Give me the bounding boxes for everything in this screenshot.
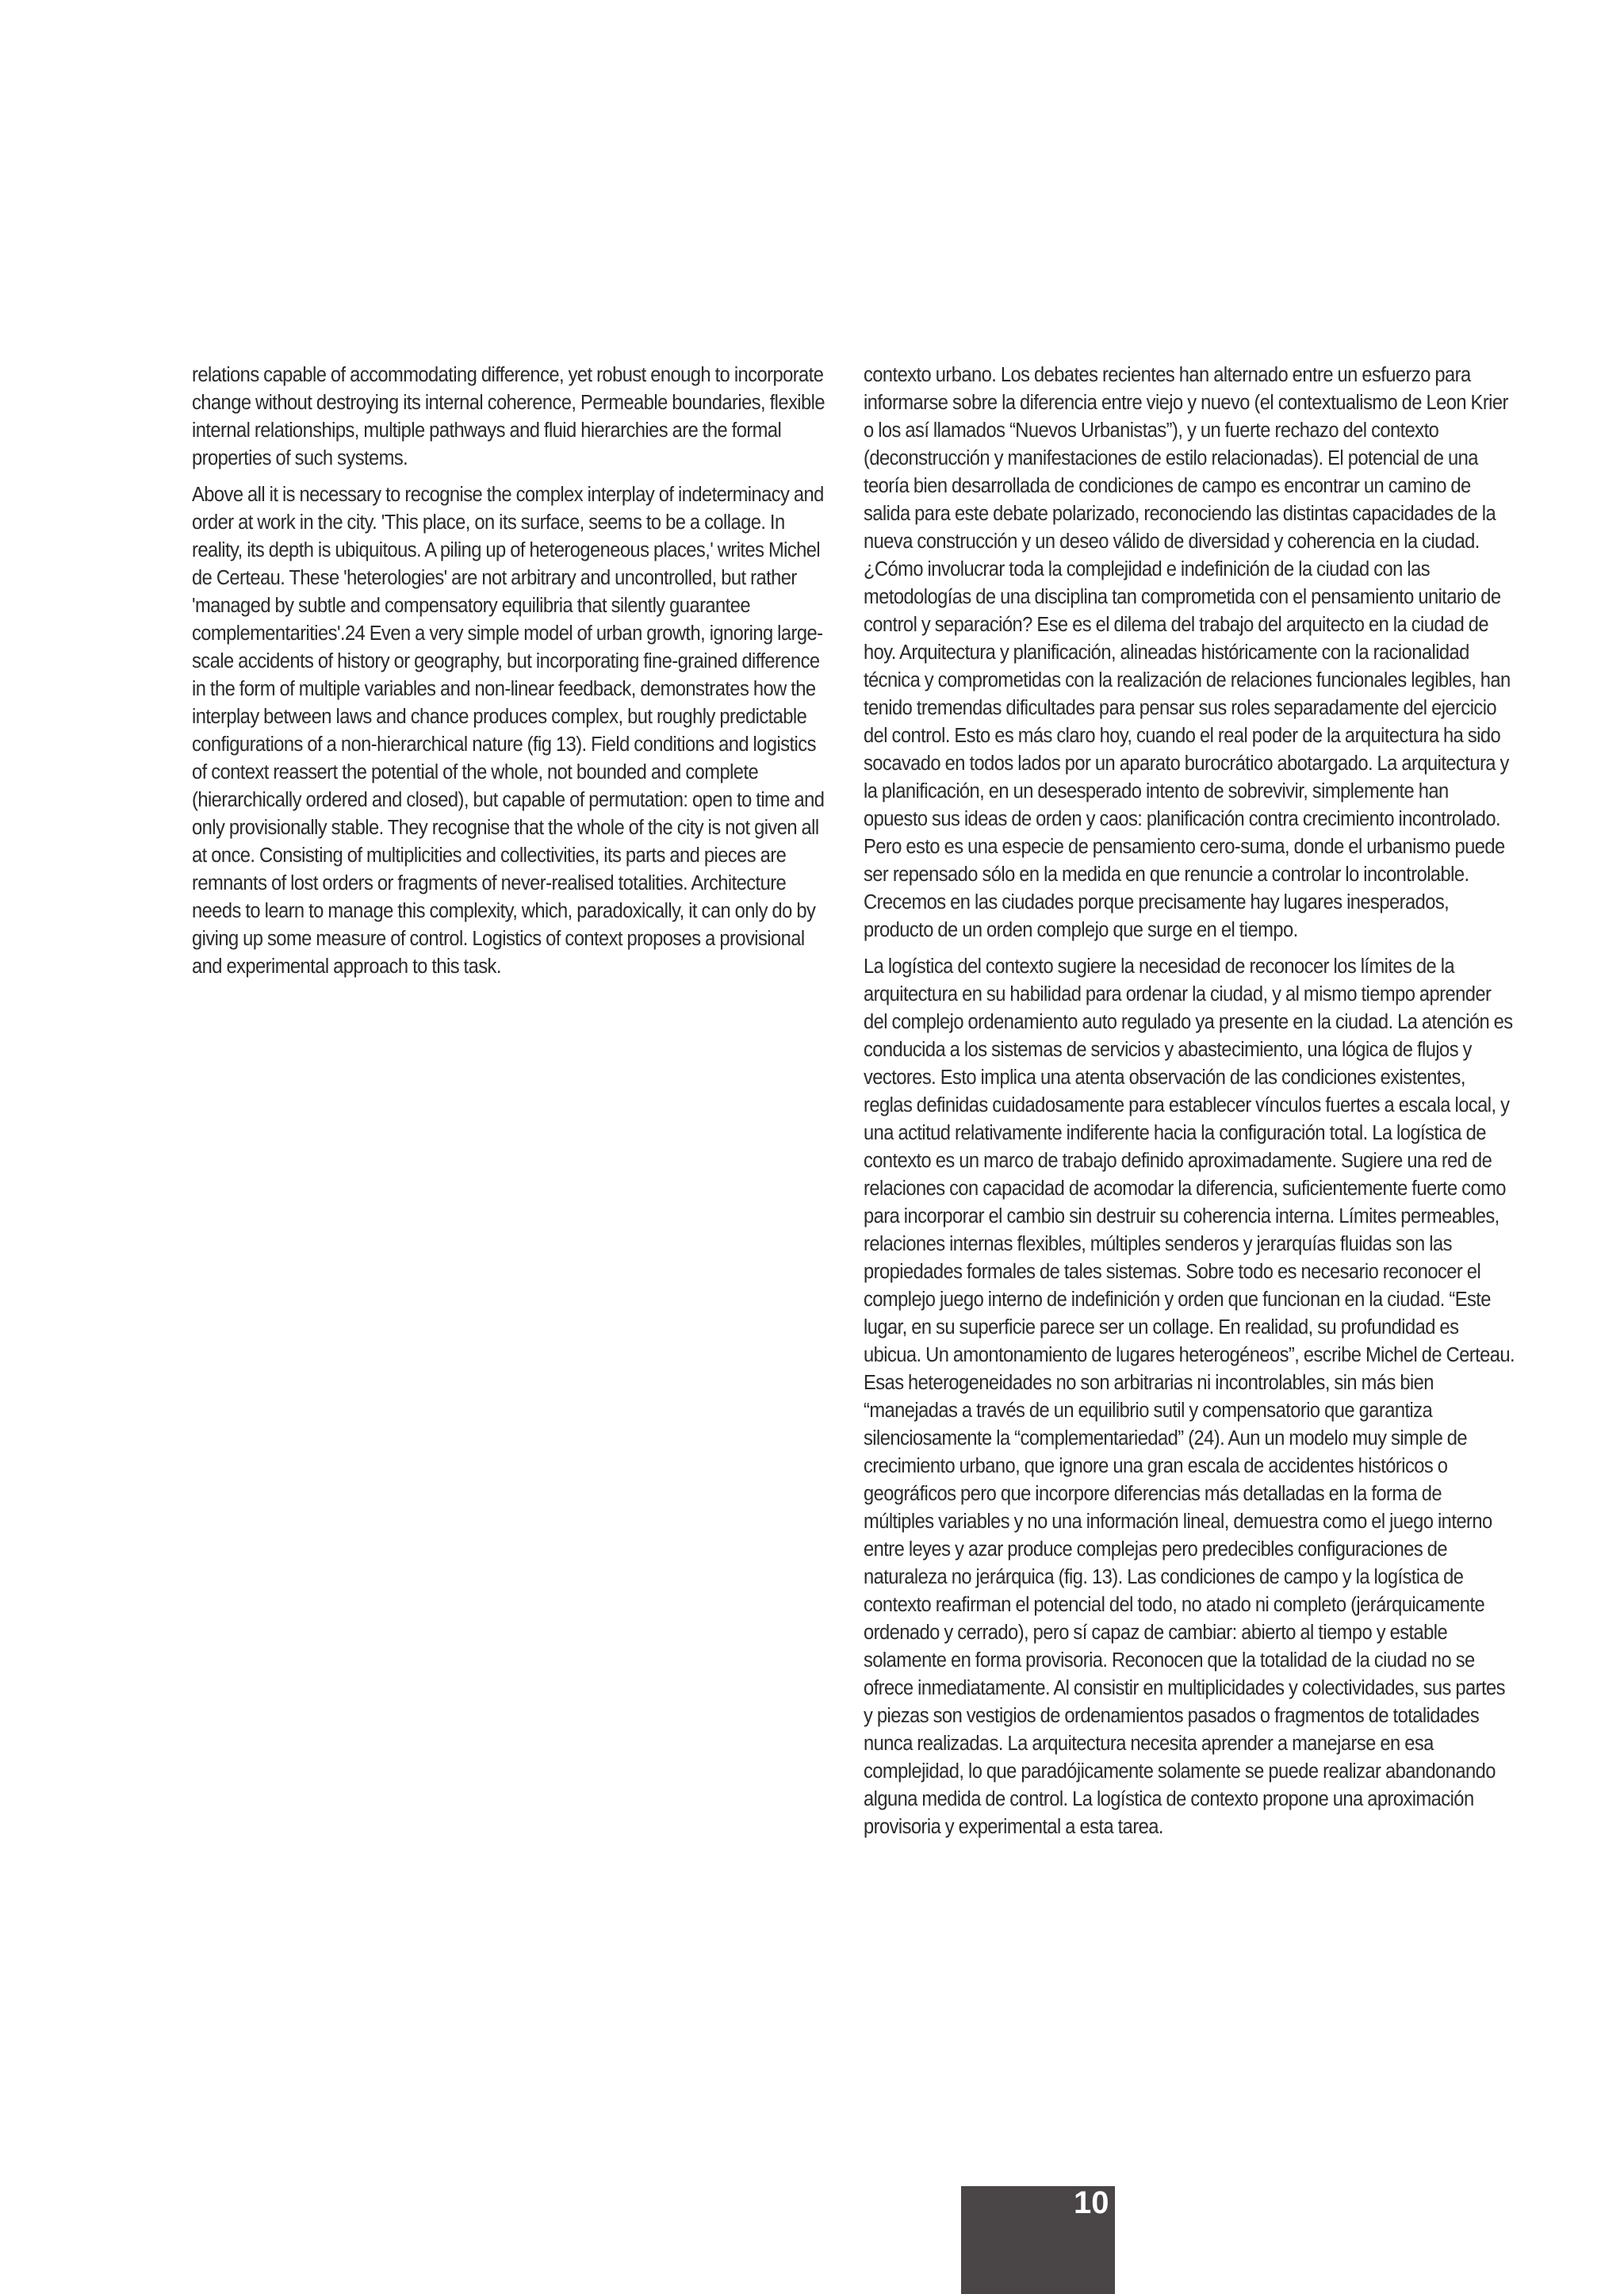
english-paragraph-1: relations capable of accommodating difference, yet robust enough to incorporate change without destroying its internal coherence, Permeable boundaries, flexible internal relationships, multiple pathways and fluid hierarchies are the formal properties of such systems. (192, 364, 825, 469)
spanish-paragraph-2: La logística del contexto sugiere la necesidad de reconocer los límites de la arquitectura en su habilidad para ordenar la ciudad, y al mismo tiempo aprender del complejo ordenamiento auto regulado ya presente en la ciudad. La atención es conducida a los sistemas de servicios y abastecimiento, una lógica de flujos y vectores. Esto implica una atenta observación de las condiciones existentes, reglas definidas cuidadosamente para establecer vínculos fuertes a escala local, y una actitud relativamente indiferente hacia la configuración total. La logística de contexto es un marco de trabajo definido aproximadamente. Sugiere una red de relaciones con capacidad de acomodar la diferencia, suficientemente fuerte como para incorporar el cambio sin destruir su coherencia interna. Límites permeables, relaciones internas flexibles, múltiples senderos y jerarquías fluidas son las propiedades formales de tales sistemas. Sobre todo es necesario reconocer el complejo juego interno de indefinición y orden que funcionan en la ciudad. “Este lugar, en su superficie parece ser un collage. En realidad, su profundidad es ubicua. Un amontonamiento de lugares heterogéneos”, escribe Michel de Certeau. Esas heterogeneidades no son arbitrarias ni incontrolables, sin más bien “manejadas a través de un equilibrio sutil y compensatorio que garantiza silenciosamente la “complementariedad” (24). Aun un modelo muy simple de crecimiento urbano, que ignore una gran escala de accidentes históricos o geográficos pero que incorpore diferencias más detalladas en la forma de múltiples variables y no una información lineal, demuestra como el juego interno entre leyes y azar produce complejas pero predecibles configuraciones de naturaleza no jerárquica (fig. 13). Las condiciones de campo y la logística de contexto reafirman el potencial del todo, no atado ni completo (jerárquicamente ordenado y cerrado), pero sí capaz de cambiar: abierto al tiempo y estable solamente en forma provisoria. Reconocen que la totalidad de la ciudad no se ofrece inmediatamente. Al consistir en multiplicidades y colectividades, sus partes y piezas son vestigios de ordenamientos pasados o fragmentos de totalidades nunca realizadas. La arquitectura necesita aprender a manejarse en esa complejidad, lo que paradójicamente solamente se puede realizar abandonando alguna medida de control. La logística de contexto propone una aproximación provisoria y experimental a esta tarea. (864, 956, 1515, 1838)
english-paragraph-2: Above all it is necessary to recognise the complex interplay of indeterminacy and order at work in the city. 'This place, on its surface, seems to be a collage. In reality, its depth is ubiquitous. A piling up of heterogeneous places,' writes Michel de Certeau. These 'heterologies' are not arbitrary and uncontrolled, but rather 'managed by subtle and compensatory equilibria that silently guarantee complementarities'.24 Even a very simple model of urban growth, ignoring large-scale accidents of history or geography, but incorporating fine-grained difference in the form of multiple variables and non-linear feedback, demonstrates how the interplay between laws and chance produces complex, but roughly predictable configurations of a non-hierarchical nature (fig 13). Field conditions and logistics of context reassert the potential of the whole, not bounded and complete (hierarchically ordered and closed), but capable of permutation: open to time and only provisionally stable. They recognise that the whole of the city is not given all at once. Consisting of multiplicities and collectivities, its parts and pieces are remnants of lost orders or fragments of never-realised totalities. Architecture needs to learn to manage this complexity, which, paradoxically, it can only do by giving up some measure of control. Logistics of context proposes a provisional and experimental approach to this task. (192, 484, 825, 978)
page-number-tab (961, 2186, 1115, 2294)
spanish-text-column (864, 362, 1515, 1850)
english-text-column (192, 362, 826, 990)
spanish-paragraph-1: contexto urbano. Los debates recientes han alternado entre un esfuerzo para informarse sobre la diferencia entre viejo y nuevo (el contextualismo de Leon Krier o los así llamados “Nuevos Urbanistas”), y un fuerte rechazo del contexto (deconstrucción y manifestaciones de estilo relacionadas). El potencial de una teoría bien desarrollada de condiciones de campo es encontrar un camino de salida para este debate polarizado, reconociendo las distintas capacidades de la nueva construcción y un deseo válido de diversidad y coherencia en la ciudad. ¿Cómo involucrar toda la complejidad e indefinición de la ciudad con las metodologías de una disciplina tan comprometida con el pensamiento unitario de control y separación? Ese es el dilema del trabajo del arquitecto en la ciudad de hoy. Arquitectura y planificación, alineadas históricamente con la racionalidad técnica y comprometidas con la realización de relaciones funcionales legibles, han tenido tremendas dificultades para pensar sus roles separadamente del ejercicio del control. Esto es más claro hoy, cuando el real poder de la arquitectura ha sido socavado en todos lados por un aparato burocrático abotargado. La arquitectura y la planificación, en un desesperado intento de sobrevivir, simplemente han opuesto sus ideas de orden y caos: planificación contra crecimiento incontrolado. Pero esto es una especie de pensamiento cero-suma, donde el urbanismo puede ser repensado sólo en la medida en que renuncie a controlar lo incontrolable. Crecemos en las ciudades porque precisamente hay lugares inesperados, producto de un orden complejo que surge en el tiempo. (864, 364, 1511, 941)
page-number: 10 (1074, 2186, 1109, 2220)
